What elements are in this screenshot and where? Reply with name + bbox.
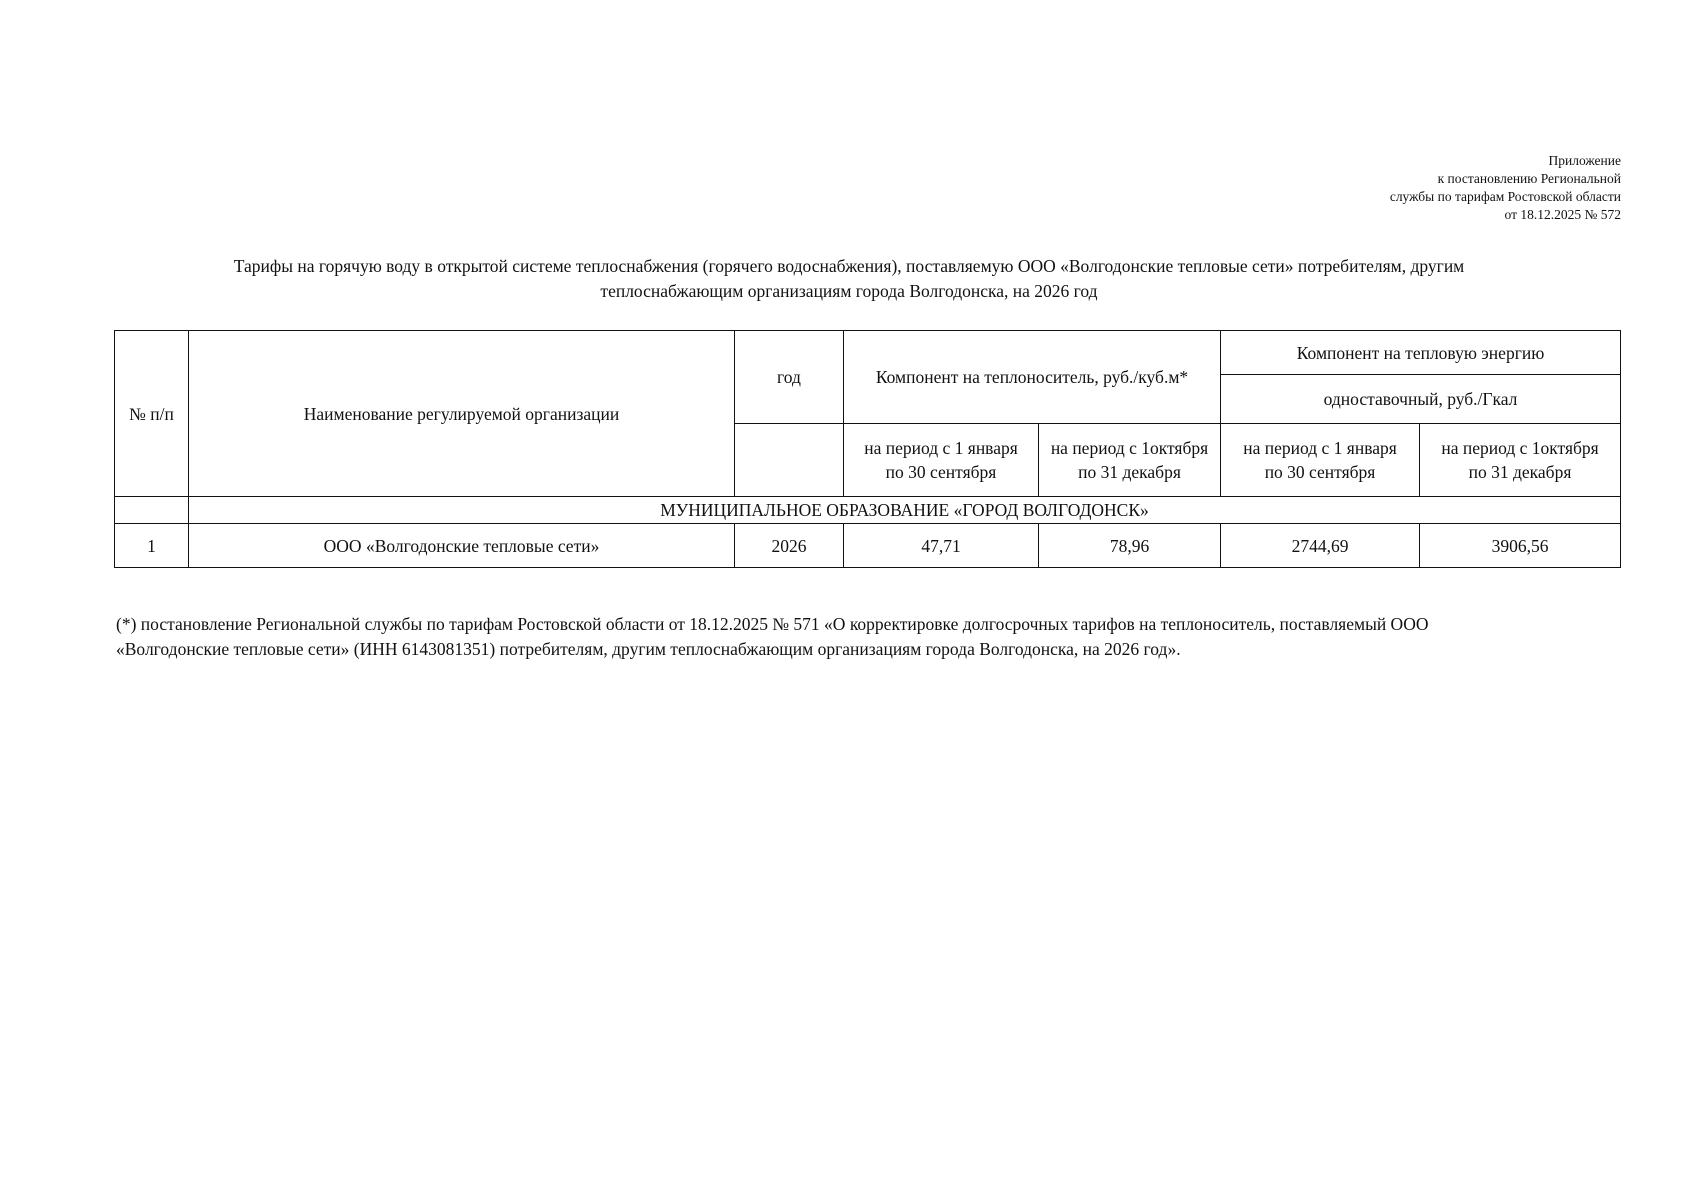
period-line: по 30 сентября (1264, 462, 1376, 482)
appendix-header (1390, 152, 1621, 224)
header-carrier-period-1 (844, 424, 1039, 497)
row-year: 2026 (735, 524, 844, 568)
period-line: по 30 сентября (885, 462, 997, 482)
municipality-num-blank (115, 497, 189, 524)
period-line: на период с 1 января (1243, 438, 1397, 458)
row-org: ООО «Волгодонские тепловые сети» (189, 524, 735, 568)
row-energy-period-1: 2744,69 (1221, 524, 1420, 568)
header-org: Наименование регулируемой организации (189, 331, 735, 497)
header-num: № п/п (115, 331, 189, 497)
period-line: на период с 1 января (864, 438, 1018, 458)
header-carrier: Компонент на теплоноситель, руб./куб.м* (844, 331, 1221, 424)
title-line-2: теплоснабжающим организациям города Волгодонска, на 2026 год (600, 281, 1098, 301)
period-line: по 31 декабря (1078, 462, 1181, 482)
municipality-row (115, 497, 1621, 524)
footnote-line-2: «Волгодонские тепловые сети» (ИНН 6143081351) потребителям, другим теплоснабжающим организациям города Волгодонска, на 2026 год». (116, 639, 1181, 659)
period-line: на период с 1октября (1050, 438, 1209, 458)
header-energy-period-2 (1420, 424, 1621, 497)
period-line: по 31 декабря (1468, 462, 1572, 482)
row-num: 1 (115, 524, 189, 568)
footnote-line-1: (*) постановление Региональной службы по тарифам Ростовской области от 18.12.2025 № 571 «О корректировке долгосрочных тарифов на теплоноситель, поставляемый ООО (116, 614, 1429, 634)
appendix-line: к постановлению Региональной (1437, 171, 1621, 186)
period-line: на период с 1октября (1441, 438, 1599, 458)
table-row (115, 524, 1621, 568)
row-carrier-period-1: 47,71 (844, 524, 1039, 568)
footnote (116, 612, 1626, 662)
document-title (150, 254, 1548, 304)
appendix-line: от 18.12.2025 № 572 (1504, 207, 1621, 222)
appendix-line: Приложение (1548, 153, 1621, 168)
header-year-blank (735, 424, 844, 497)
header-energy-sub: одноставочный, руб./Гкал (1221, 375, 1621, 424)
appendix-line: службы по тарифам Ростовской области (1389, 189, 1621, 204)
header-energy-period-1 (1221, 424, 1420, 497)
header-row-1 (115, 331, 1621, 375)
row-carrier-period-2: 78,96 (1039, 524, 1221, 568)
header-carrier-period-2 (1039, 424, 1221, 497)
row-energy-period-2: 3906,56 (1420, 524, 1621, 568)
title-line-1: Тарифы на горячую воду в открытой системе теплоснабжения (горячего водоснабжения), поставляемую ООО «Волгодонские тепловые сети» потребителям, другим (233, 256, 1465, 276)
tariff-table (114, 330, 1621, 568)
header-year: год (735, 331, 844, 424)
header-energy: Компонент на тепловую энергию (1221, 331, 1621, 375)
municipality-label: МУНИЦИПАЛЬНОЕ ОБРАЗОВАНИЕ «ГОРОД ВОЛГОДОНСК» (189, 497, 1621, 524)
